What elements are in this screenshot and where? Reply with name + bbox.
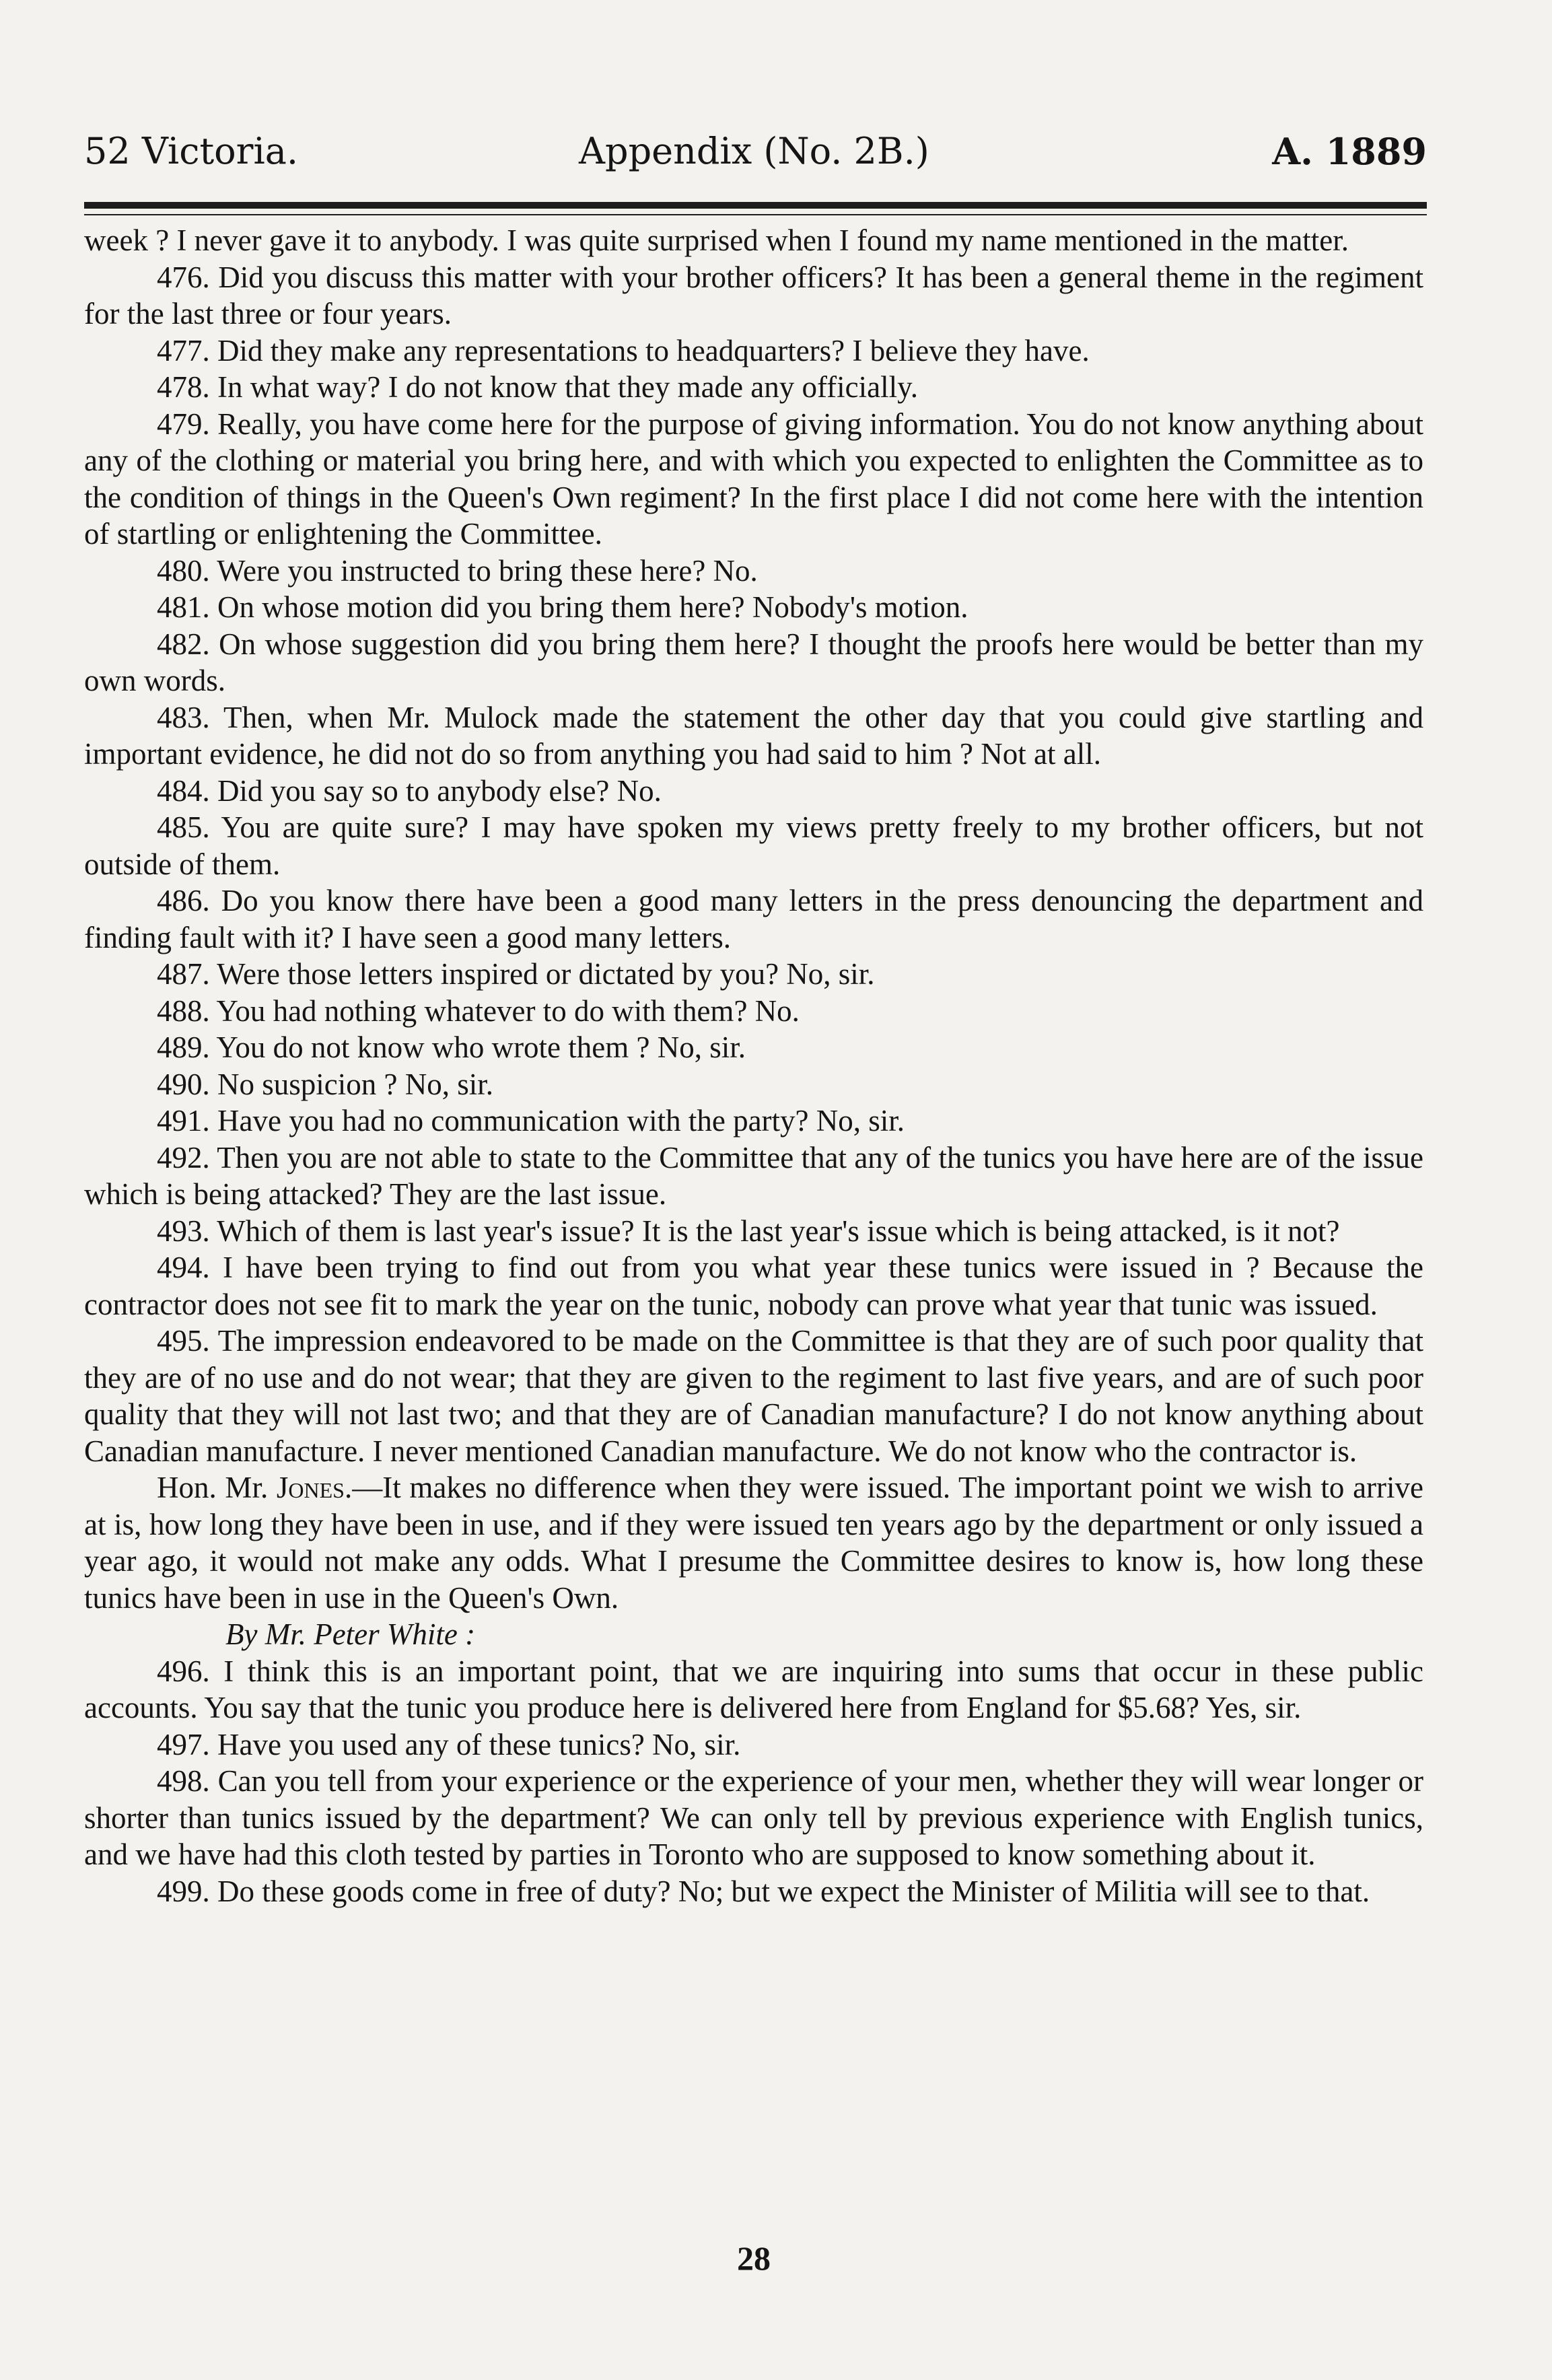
header-year: A. 1889 (1272, 130, 1427, 173)
paragraph-479: 479. Really, you have come here for the purpose of giving information. You do not know anything about any of the clothing or material you bring here, and with which you expected to enlighten the Committee as to the condition of things in the Queen's Own regiment? In the first place I did not come here with the intention of startling or enlightening the Committee. (84, 407, 1423, 551)
paragraph-478: 478. In what way? I do not know that they made any officially. (157, 370, 918, 404)
speaker-heading: By Mr. Peter White : (225, 1617, 476, 1651)
paragraph-485: 485. You are quite sure? I may have spoken my views pretty freely to my brother officers, but not outside of them. (84, 810, 1423, 881)
speaker-statement: .—It makes no difference when they were issued. The important point we wish to arrive at is, how long they have been in use, and if they were issued ten years ago by the department or only issued a year ago, it would not make any odds. What I presume the Committee desires to know is, how long these tunics have been in use in the Queen's Own. (84, 1471, 1423, 1615)
page-number: 28 (737, 2239, 771, 2277)
speaker-prefix: Hon. Mr. (157, 1471, 277, 1504)
paragraph-482: 482. On whose suggestion did you bring them here? I thought the proofs here would be better than my own words. (84, 627, 1423, 697)
paragraph-490: 490. No suspicion ? No, sir. (157, 1067, 493, 1101)
paragraph-491: 491. Have you had no communication with the party? No, sir. (157, 1104, 905, 1138)
header-session: 52 Victoria. (84, 130, 299, 172)
paragraph-476: 476. Did you discuss this matter with your brother officers? It has been a general theme in the regiment for the last three or four years. (84, 260, 1423, 330)
paragraph-496: 496. I think this is an important point, that we are inquiring into sums that occur in these public accounts. You say that the tunic you produce here is delivered here from England for $5.68? Yes, sir. (84, 1654, 1423, 1724)
paragraph-487: 487. Were those letters inspired or dictated by you? No, sir. (157, 957, 875, 991)
paragraph-498: 498. Can you tell from your experience or the experience of your men, whether they will wear longer or shorter than tunics issued by the department? We can only tell by previous experience with English tunics, and we have had this cloth tested by parties in Toronto who are supposed to know something about it. (84, 1764, 1423, 1871)
paragraph-493: 493. Which of them is last year's issue? It is the last year's issue which is being attacked, is it not? (157, 1214, 1340, 1248)
paragraph-480: 480. Were you instructed to bring these here? No. (157, 553, 758, 588)
paragraph-494: 494. I have been trying to find out from you what year these tunics were issued in ? Because the contractor does not see fit to mark the year on the tunic, nobody can prove what year that tunic was issued. (84, 1251, 1423, 1321)
paragraph-489: 489. You do not know who wrote them ? No, sir. (157, 1030, 746, 1064)
paragraph-483: 483. Then, when Mr. Mulock made the statement the other day that you could give startling and important evidence, he did not do so from anything you had said to him ? Not at all. (84, 700, 1423, 771)
paragraph-497: 497. Have you used any of these tunics? No, sir. (157, 1727, 741, 1761)
paragraph-488: 488. You had nothing whatever to do with them? No. (157, 993, 800, 1028)
header-rule-thick (84, 202, 1427, 209)
paragraph-continuation: week ? I never gave it to anybody. I was quite surprised when I found my name mentioned in the matter. (84, 223, 1349, 257)
paragraph-492: 492. Then you are not able to state to the Committee that any of the tunics you have here are of the issue which is being attacked? They are the last issue. (84, 1140, 1423, 1211)
paragraph-477: 477. Did they make any representations to headquarters? I believe they have. (157, 333, 1090, 368)
speaker-name: Jones (276, 1471, 345, 1504)
header-rule-thin (84, 214, 1427, 215)
paragraph-481: 481. On whose motion did you bring them here? Nobody's motion. (157, 590, 968, 624)
paragraph-495: 495. The impression endeavored to be made on the Committee is that they are of such poor quality that they are of no use and do not wear; that they are given to the regiment to last five years, and are of such poor quality that they will not last two; and that they are of Canadian manufacture? I do not know anything about Canadian manufacture. I never mentioned Canadian manufacture. We do not know who the contractor is. (84, 1324, 1423, 1468)
header-appendix: Appendix (No. 2B.) (579, 130, 929, 172)
paragraph-486: 486. Do you know there have been a good many letters in the press denouncing the department and finding fault with it? I have seen a good many letters. (84, 884, 1423, 954)
page-body (84, 222, 1423, 1910)
paragraph-hon-jones (84, 1469, 1423, 1616)
running-header (84, 121, 1427, 182)
paragraph-484: 484. Did you say so to anybody else? No. (157, 773, 662, 808)
paragraph-499: 499. Do these goods come in free of duty? No; but we expect the Minister of Militia will see to that. (157, 1874, 1370, 1908)
